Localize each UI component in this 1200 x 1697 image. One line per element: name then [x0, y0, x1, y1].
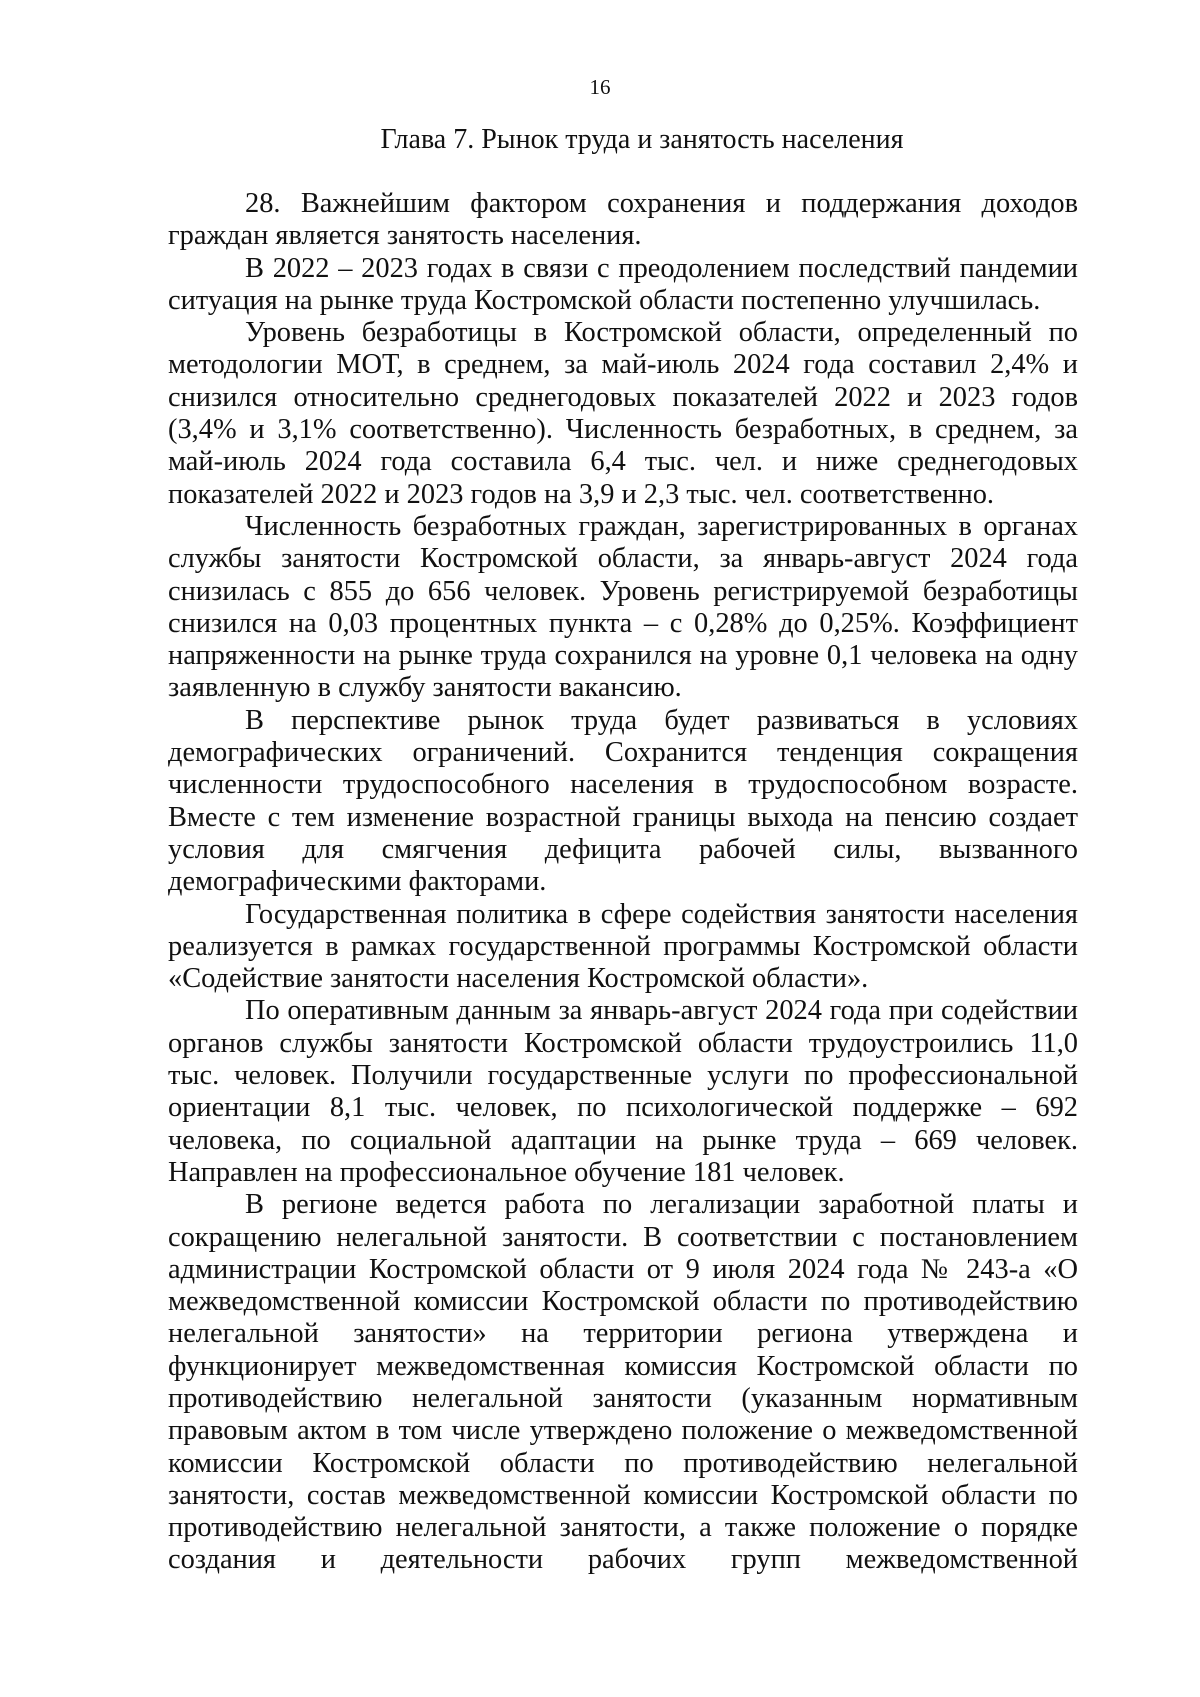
paragraph: Государственная политика в сфере содействия занятости населения реализуется в рамках государственной программы Костромской области «Содействие занятости населения Костромской области».: [168, 898, 1078, 995]
paragraph: По оперативным данным за январь-август 2024 года при содействии органов службы занятости Костромской области трудоустроились 11,0 тыс. человек. Получили государственные услуги по профессиональной ориентации 8,1 тыс. человек, по психологической поддержке – 692 человека, по социальной адаптации на рынке труда – 669 человек. Направлен на профессиональное обучение 181 человек.: [168, 995, 1078, 1188]
page-number: 16: [589, 75, 611, 99]
paragraph: В 2022 – 2023 годах в связи с преодолением последствий пандемии ситуация на рынке труда Костромской области постепенно улучшилась.: [168, 252, 1078, 316]
paragraph: В регионе ведется работа по легализации заработной платы и сокращению нелегальной занятости. В соответствии с постановлением администрации Костромской области от 9 июля 2024 года № 243-а «О межведомственной комиссии Костромской области по противодействию нелегальной занятости» на территории региона утверждена и функционирует межведомственная комиссия Костромской области по противодействию нелегальной занятости (указанным нормативным правовым актом в том числе утверждено положение о межведомственной комиссии Костромской области по противодействию нелегальной занятости, состав межведомственной комиссии Костромской области по противодействию нелегальной занятости, а также положение о порядке создания и деятельности рабочих групп межведомственной: [168, 1189, 1078, 1576]
chapter-title: Глава 7. Рынок труда и занятость населения: [380, 124, 904, 155]
body-text: [168, 188, 1078, 1577]
paragraph: Уровень безработицы в Костромской области, определенный по методологии МОТ, в среднем, за май-июль 2024 года составил 2,4% и снизился относительно среднегодовых показателей 2022 и 2023 годов (3,4% и 3,1% соответственно). Численность безработных, в среднем, за май-июль 2024 года составила 6,4 тыс. чел. и ниже среднегодовых показателей 2022 и 2023 годов на 3,9 и 2,3 тыс. чел. соответственно.: [168, 317, 1078, 510]
paragraph: 28. Важнейшим фактором сохранения и поддержания доходов граждан является занятость населения.: [168, 188, 1078, 252]
paragraph: В перспективе рынок труда будет развиваться в условиях демографических ограничений. Сохранится тенденция сокращения численности трудоспособного населения в трудоспособном возрасте. Вместе с тем изменение возрастной границы выхода на пенсию создает условия для смягчения дефицита рабочей силы, вызванного демографическими факторами.: [168, 704, 1078, 898]
paragraph: Численность безработных граждан, зарегистрированных в органах службы занятости Костромской области, за январь-август 2024 года снизилась с 855 до 656 человек. Уровень регистрируемой безработицы снизился на 0,03 процентных пункта – с 0,28% до 0,25%. Коэффициент напряженности на рынке труда сохранился на уровне 0,1 человека на одну заявленную в службу занятости вакансию.: [168, 510, 1078, 704]
